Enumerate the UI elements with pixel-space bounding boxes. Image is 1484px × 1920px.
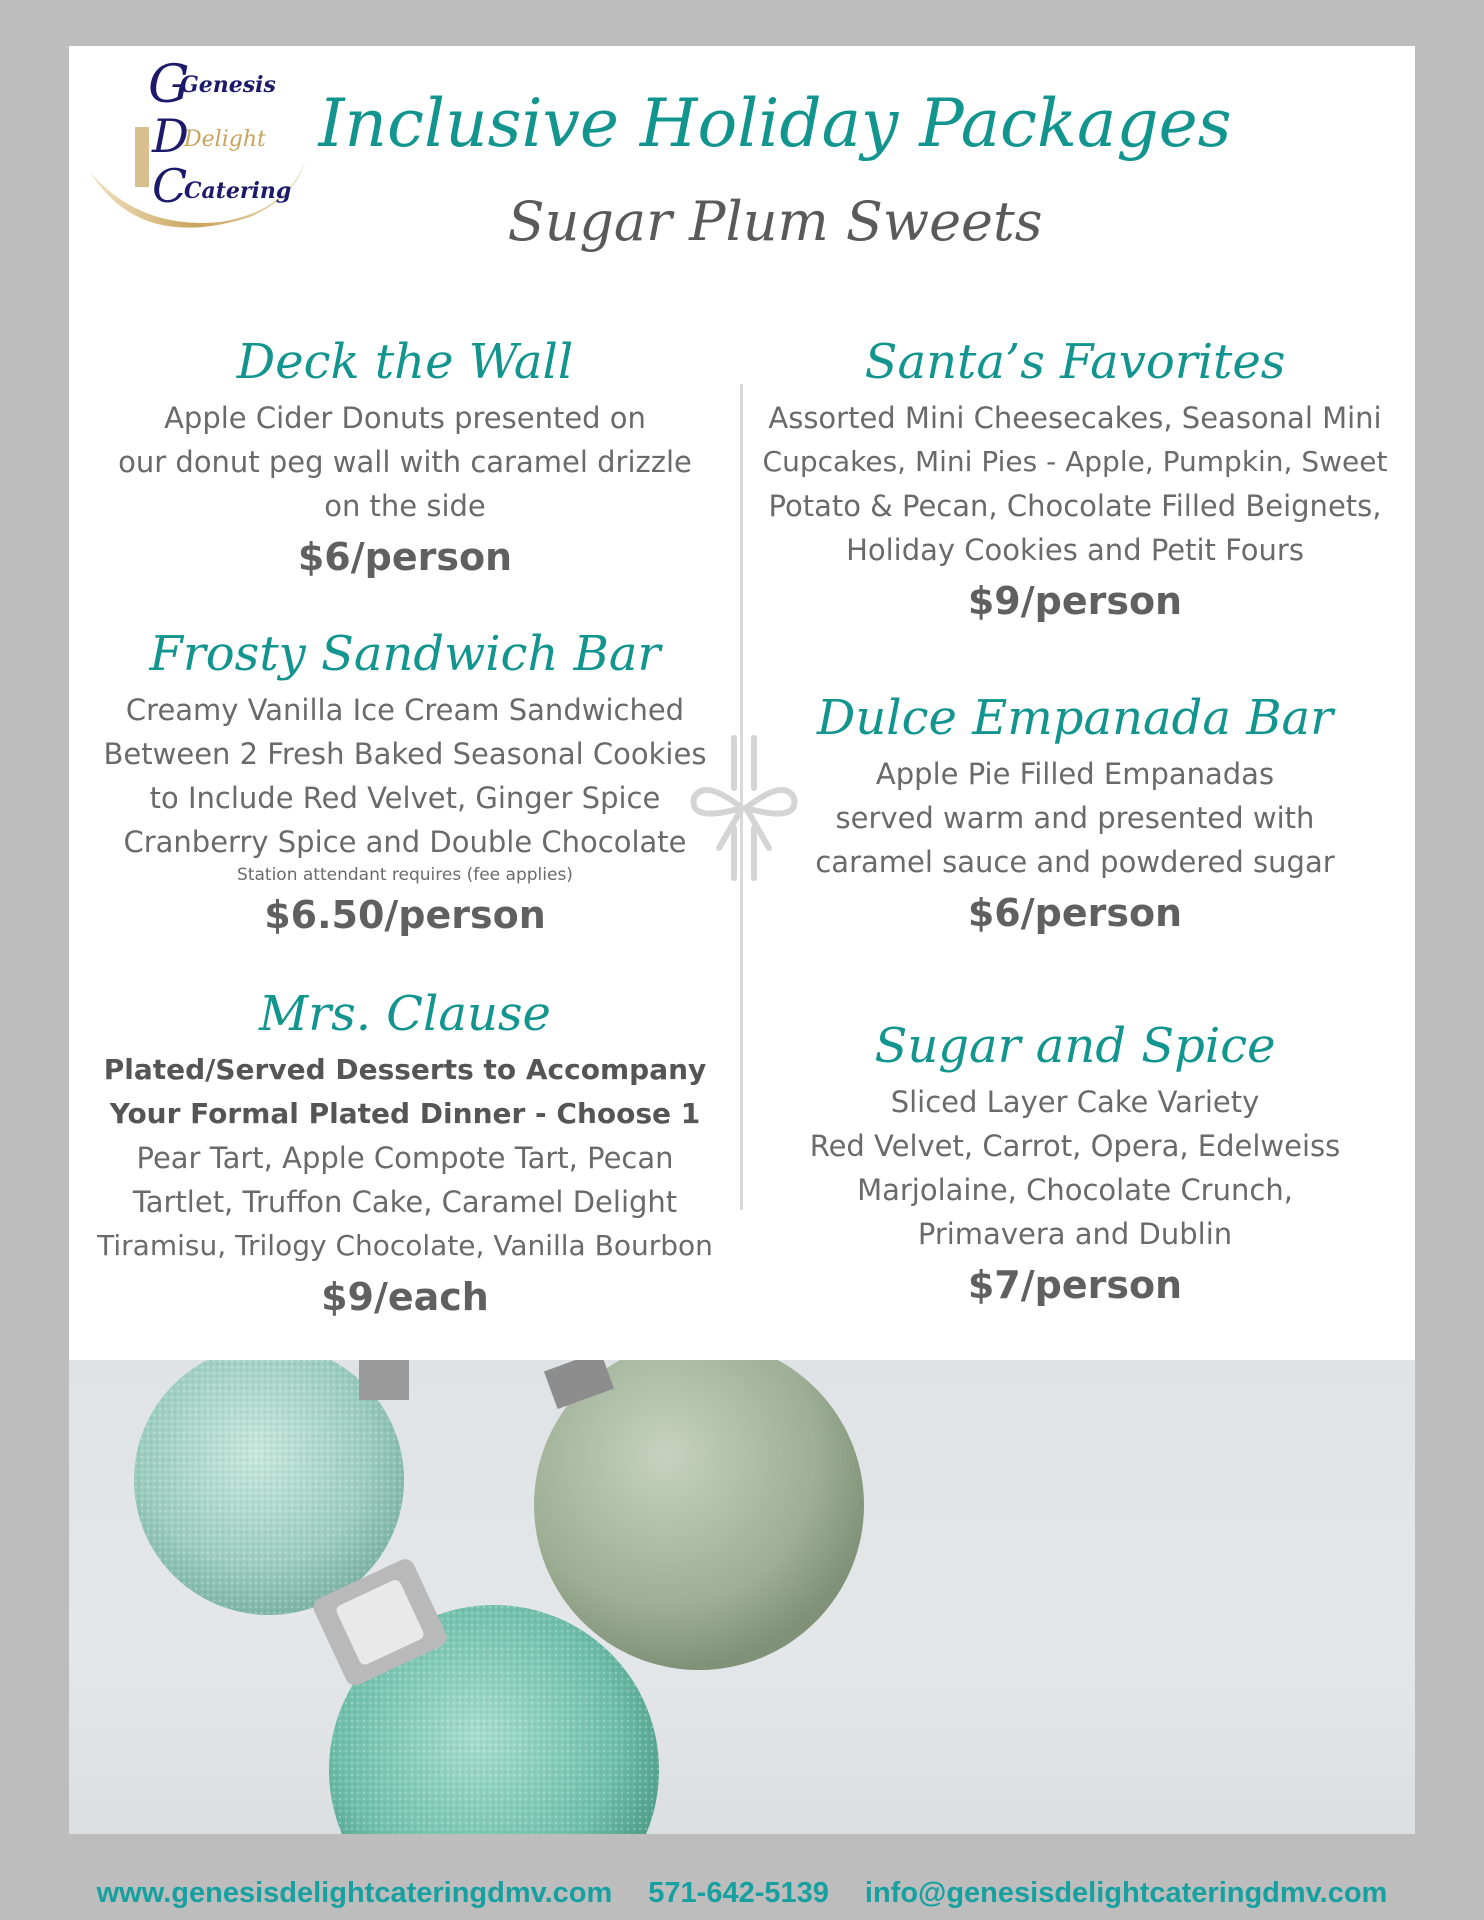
package-desc-line: to Include Red Velvet, Ginger Spice bbox=[149, 781, 661, 815]
package-price: $9/each bbox=[321, 1275, 489, 1319]
package-desc-line: on the side bbox=[324, 489, 486, 523]
package-desc-line: Primavera and Dublin bbox=[917, 1217, 1233, 1251]
package-name: Santa’s Favorites bbox=[864, 334, 1286, 390]
package-note: Station attendant requires (fee applies) bbox=[237, 865, 573, 885]
ornaments-illustration bbox=[69, 1360, 1415, 1834]
package-desc-line: Potato & Pecan, Chocolate Filled Beignets, bbox=[768, 489, 1382, 523]
package-desc-line: Apple Pie Filled Empanadas bbox=[875, 757, 1275, 791]
package-desc-line: caramel sauce and powdered sugar bbox=[815, 845, 1335, 879]
package-name: Frosty Sandwich Bar bbox=[149, 626, 661, 682]
package-dulce-empanada-bar bbox=[740, 688, 1410, 940]
package-name: Mrs. Clause bbox=[259, 986, 551, 1042]
genesis-delight-logo bbox=[80, 52, 320, 237]
package-price: $9/person bbox=[967, 579, 1183, 623]
email-link[interactable]: info@genesisdelightcateringdmv.com bbox=[864, 1877, 1388, 1909]
package-desc-line: Pear Tart, Apple Compote Tart, Pecan bbox=[136, 1141, 674, 1175]
website-link[interactable]: www.genesisdelightcateringdmv.com bbox=[96, 1877, 613, 1909]
package-desc-line: Red Velvet, Carrot, Opera, Edelweiss bbox=[809, 1129, 1341, 1163]
svg-text:D: D bbox=[152, 109, 189, 163]
package-desc-line: Creamy Vanilla Ice Cream Sandwiched bbox=[125, 693, 685, 727]
svg-text:G: G bbox=[148, 55, 190, 115]
package-desc-line: Assorted Mini Cheesecakes, Seasonal Mini bbox=[768, 401, 1382, 435]
svg-text:C: C bbox=[152, 159, 188, 213]
phone-link[interactable]: 571-642-5139 bbox=[648, 1877, 829, 1909]
package-price: $7/person bbox=[967, 1263, 1183, 1307]
package-name: Deck the Wall bbox=[236, 334, 574, 390]
package-desc-line: our donut peg wall with caramel drizzle bbox=[118, 445, 692, 479]
package-desc-line: Between 2 Fresh Baked Seasonal Cookies bbox=[103, 737, 707, 771]
page-title: Inclusive Holiday Packages bbox=[318, 85, 1232, 162]
package-desc-line: Marjolaine, Chocolate Crunch, bbox=[857, 1173, 1293, 1207]
package-price: $6/person bbox=[297, 535, 513, 579]
package-desc-line: Apple Cider Donuts presented on bbox=[164, 401, 646, 435]
package-deck-the-wall bbox=[70, 332, 740, 584]
ornament-photo bbox=[69, 1360, 1415, 1834]
package-desc-line: Tartlet, Truffon Cake, Caramel Delight bbox=[132, 1185, 678, 1219]
package-sugar-and-spice bbox=[740, 1016, 1410, 1312]
package-desc-line: served warm and presented with bbox=[835, 801, 1315, 835]
package-desc-bold: Your Formal Plated Dinner - Choose 1 bbox=[109, 1097, 701, 1130]
package-price: $6.50/person bbox=[264, 893, 546, 937]
package-mrs-clause bbox=[70, 984, 740, 1324]
package-frosty-sandwich-bar bbox=[70, 624, 740, 942]
package-price: $6/person bbox=[967, 891, 1183, 935]
package-desc-line: Tiramisu, Trilogy Chocolate, Vanilla Bourbon bbox=[97, 1229, 713, 1262]
logo-line-3: Catering bbox=[184, 178, 292, 204]
package-santas-favorites bbox=[740, 332, 1410, 628]
package-desc-line: Sliced Layer Cake Variety bbox=[890, 1085, 1260, 1119]
package-desc-bold: Plated/Served Desserts to Accompany bbox=[103, 1053, 707, 1086]
page-subtitle: Sugar Plum Sweets bbox=[507, 190, 1043, 253]
package-name: Sugar and Spice bbox=[874, 1018, 1276, 1074]
logo-line-1: Genesis bbox=[180, 72, 276, 98]
package-desc-line: Cranberry Spice and Double Chocolate bbox=[123, 825, 687, 859]
package-desc-line: Cupcakes, Mini Pies - Apple, Pumpkin, Sweet bbox=[762, 445, 1388, 478]
package-desc-line: Holiday Cookies and Petit Fours bbox=[846, 533, 1304, 567]
package-name: Dulce Empanada Bar bbox=[816, 690, 1334, 746]
contact-footer bbox=[0, 1868, 1484, 1918]
logo-line-2: Delight bbox=[184, 127, 266, 152]
